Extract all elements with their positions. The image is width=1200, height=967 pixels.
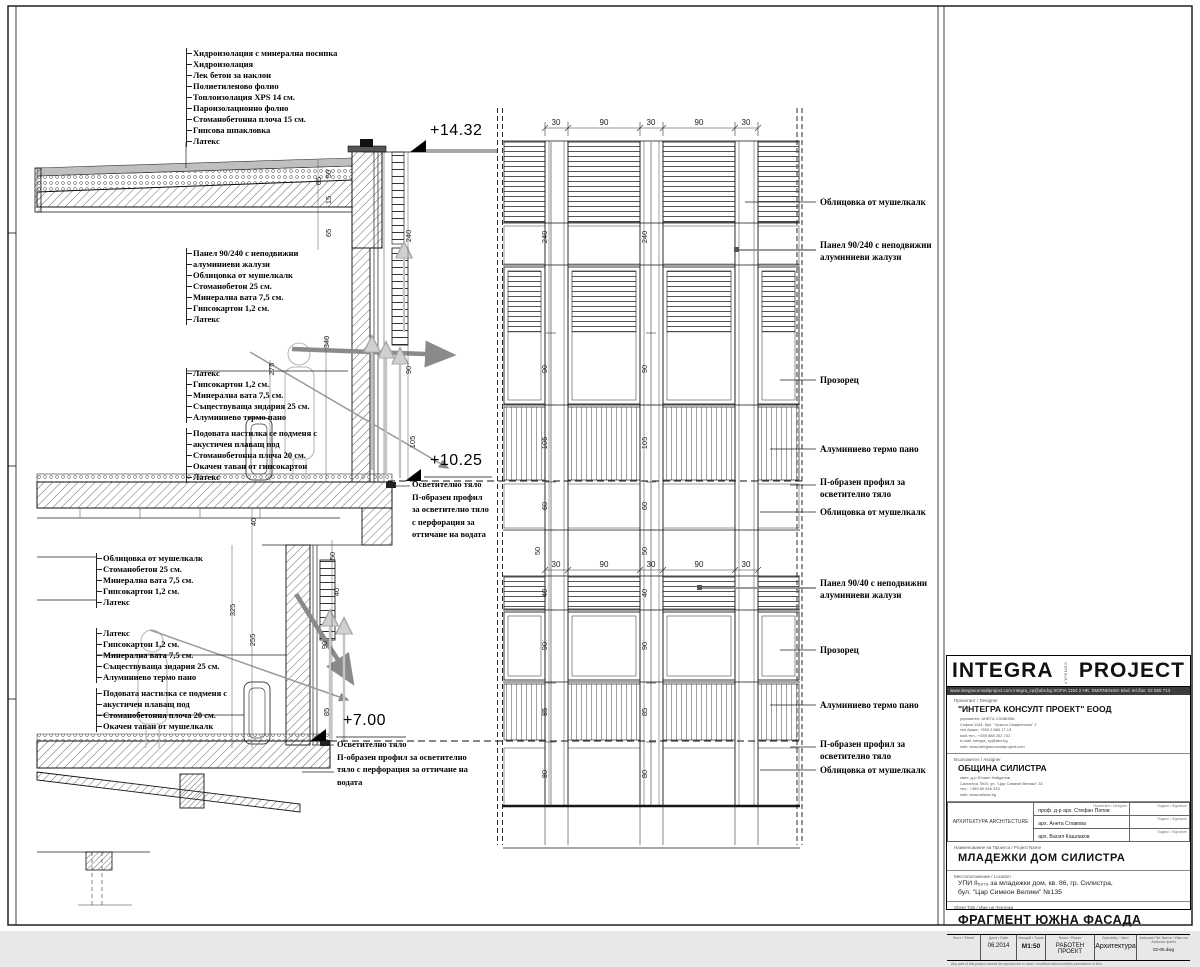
logo-consult: CONSULT	[1063, 662, 1069, 685]
facade-windows-upper	[504, 267, 799, 404]
annotation-line: Стоманобетонна плоча 20 см.	[193, 450, 317, 461]
team-member-cell	[1034, 803, 1130, 816]
label-profile-2	[820, 738, 905, 762]
dimv-90b-r: 90	[640, 641, 649, 651]
annotation-line: акустичен плаващ под	[103, 699, 227, 710]
company-logo	[947, 656, 1190, 687]
annotation-line: Латекс	[193, 368, 310, 379]
label-profile-1	[820, 476, 905, 500]
dimv-80-r: 80	[640, 769, 649, 779]
annotation-line: Латекс	[103, 597, 203, 608]
disclaimer: Any part of this project cannot be reproduced or used / modified without written permission of firm	[947, 960, 1190, 967]
dim-h2-30b: 30	[646, 560, 656, 569]
dimv-60-l: 60	[540, 501, 549, 511]
dim-255: 255	[248, 633, 257, 647]
assigner-detail: тел.: +359 86 816 333	[960, 786, 1000, 791]
label-line: алуминиеви жалузи	[820, 252, 902, 262]
location-label: Местоположение / Location	[954, 874, 1011, 879]
facade-dim-row-top-labels	[552, 118, 751, 127]
project-name-section	[947, 842, 1190, 871]
annotation-line: Латекс	[193, 314, 298, 325]
annotation-line: Стоманобетон 25 см.	[103, 564, 203, 575]
designer-detail: управител: АНЕТА СЛАВОВА	[960, 716, 1015, 721]
dimv-240-l: 240	[540, 230, 549, 244]
annotation-line: Полиетиленово фолио	[193, 81, 337, 92]
title-block	[946, 655, 1191, 966]
annotation-line: оттичане на водата	[412, 529, 486, 539]
team-table	[947, 802, 1190, 842]
section-parapet	[348, 139, 386, 248]
annotation-line: Минерална вата 7,5 см.	[103, 650, 220, 661]
dim-15: 15	[324, 195, 333, 205]
label-window-2: Прозорец	[820, 645, 859, 655]
label-panel-90-40	[820, 577, 927, 601]
annotation-line: Алуминиево термо пано	[103, 672, 220, 683]
elevation-label-top: +14.32	[430, 122, 483, 139]
signature-label: Подпис / Signature	[1157, 804, 1187, 808]
dimv-90b-l: 90	[540, 641, 549, 651]
annotation-line: Латекс	[193, 136, 337, 147]
section-roof	[35, 158, 352, 212]
title-block-footer	[947, 934, 1190, 960]
annotation-light-lower	[337, 738, 468, 788]
dimv-90-r: 90	[640, 364, 649, 374]
dimv-80-l: 80	[540, 769, 549, 779]
facade-louver-band-upper	[504, 142, 799, 222]
label-panel-90-240	[820, 239, 932, 263]
annotation-line: Латекс	[193, 472, 317, 483]
annotation-line: Алуминиево термо пано	[193, 412, 310, 423]
sheet-title-section	[947, 902, 1190, 934]
annotation-line: алуминиеви жалузи	[193, 259, 298, 270]
location-line-2: бул. "Цар Симеон Велики" №135	[958, 888, 1062, 896]
assigner-section	[947, 754, 1190, 802]
date-label: Дата / Date	[988, 936, 1009, 940]
annotation-floor-upper	[186, 428, 317, 483]
dim-h2-90a: 90	[599, 560, 609, 569]
annotation-line: Осветително тяло	[337, 739, 407, 749]
designer-detail: e-mail: integra_cp@abv.bg	[960, 738, 1008, 743]
dim-40: 40	[249, 517, 258, 527]
dim-340: 340	[322, 335, 331, 349]
project-label: Наименование на Проекта / Project Name	[954, 845, 1041, 850]
annotation-line: Гипсокартон 1,2 см.	[193, 303, 298, 314]
dim-105: 105	[408, 435, 417, 449]
annotation-line: Стоманобетонна плоча 20 см.	[103, 710, 227, 721]
label-cladding-3: Облицовка от мушелкалк	[820, 765, 926, 775]
dim-h-30a: 30	[551, 118, 561, 127]
footer-specialty-cell	[1095, 935, 1137, 960]
label-line: П-образен профил за	[820, 477, 906, 487]
dimv-240-r: 240	[640, 230, 649, 244]
specialty-value: Архитектура	[1095, 943, 1136, 950]
assigner-label: Възложител / Assigner	[954, 757, 1001, 762]
label-cladding-1: Облицовка от мушелкалк	[820, 197, 926, 207]
annotation-line: водата	[337, 776, 363, 787]
specialty-label: Specialty / Част	[1102, 936, 1129, 940]
dim-275: 275	[267, 362, 276, 376]
location-section	[947, 871, 1190, 902]
label-line: П-образен профил за	[820, 739, 906, 749]
dim-50: 50	[324, 169, 333, 179]
phase-label: Фаза / Phase	[1058, 936, 1082, 940]
scale-value: М1:50	[1021, 943, 1041, 950]
scale-label: Мащаб / Scale	[1018, 936, 1044, 940]
dimv-50-r: 50	[640, 546, 649, 556]
annotation-line: Стоманобетонна плоча 15 см.	[193, 114, 337, 125]
dim-h2-30c: 30	[741, 560, 751, 569]
annotation-line: Съществуваща зидария 25 см.	[103, 661, 220, 671]
dim-h-90b: 90	[694, 118, 704, 127]
assigner-detail: кмет: д-р Юлиян Найденов	[960, 775, 1011, 780]
section-bottom-slab	[37, 734, 330, 905]
designer-label: Проектант / Designer	[954, 698, 998, 703]
annotation-wall-upper	[186, 368, 310, 423]
dim-h-90a: 90	[599, 118, 609, 127]
annotation-line: П-образен профил	[412, 491, 483, 502]
label-cladding-2: Облицовка от мушелкалк	[820, 507, 926, 517]
dimv-40-l: 40	[540, 588, 549, 598]
annotation-panel-90-240	[186, 248, 298, 325]
dimv-105-l: 105	[540, 436, 549, 450]
annotation-line: Пароизолационно фолио	[193, 103, 337, 114]
dim-65: 65	[314, 176, 323, 186]
annotation-wall-lower	[96, 628, 220, 683]
annotation-line: Окачен таван от мушелкалк	[103, 721, 227, 732]
label-thermo-panel-2: Алуминиево термо пано	[820, 700, 919, 710]
annotation-line: Гипсова шпакловка	[193, 125, 337, 136]
logo-project: PROJECT	[1078, 659, 1185, 682]
annotation-line: Лек бетон за наклон	[193, 70, 337, 81]
elevation-label-mid: +10.25	[430, 452, 483, 469]
annotation-light-upper	[412, 478, 489, 541]
annotation-line: Подовата настилка се подменя с	[103, 688, 228, 698]
annotation-line: за осветително тяло	[412, 504, 489, 514]
annotation-line: Стоманобетон 25 см.	[193, 281, 298, 292]
dimv-50-l: 50	[533, 546, 542, 556]
label-thermo-panel-1: Алуминиево термо пано	[820, 444, 919, 454]
file-value: 02-05.dwg	[1152, 947, 1174, 952]
annotation-line: Гипсокартон 1,2 см.	[103, 586, 203, 597]
annotation-line: Топлоизолация XPS 14 см.	[193, 92, 337, 103]
dim-h2-30a: 30	[551, 560, 561, 569]
label-line: осветително тяло	[820, 489, 892, 499]
signature-label: Подпис / Signature	[1157, 830, 1187, 834]
team-member-name: проф. д-р арх. Стефан Попов	[1038, 807, 1110, 814]
phase-value: РАБОТЕН ПРОЕКТ	[1055, 943, 1085, 955]
annotation-line: с перфорация за	[412, 516, 475, 527]
annotation-clad-lower	[96, 553, 203, 608]
annotation-line: акустичен плаващ под	[193, 439, 317, 450]
annotation-line: Латекс	[103, 628, 220, 639]
dim-h-30b: 30	[646, 118, 656, 127]
footer-sheet-cell	[947, 935, 981, 960]
annotation-line: Осветително тяло	[412, 479, 482, 489]
team-member-cell	[1034, 829, 1130, 842]
sheet-title: ФРАГМЕНТ ЮЖНА ФАСАДА	[958, 913, 1142, 927]
footer-phase-cell	[1046, 935, 1095, 960]
annotation-line: Хидроизолация с минерална посипка	[193, 48, 338, 58]
label-line: Панел 90/40 с неподвижни	[820, 578, 928, 588]
annotation-line: тяло с перфорация за оттичане на	[337, 764, 468, 774]
project-name: МЛАДЕЖКИ ДОМ СИЛИСТРА	[958, 852, 1126, 864]
dimv-90-l: 90	[540, 364, 549, 374]
dim-85: 85	[322, 707, 331, 717]
signature-cell	[1130, 803, 1190, 816]
footer-date-cell	[981, 935, 1017, 960]
designer-detail: моб.тел.: +359 888 202 742	[960, 732, 1011, 738]
annotation-roof-layers	[186, 48, 337, 147]
annotation-line: П-образен профил за осветително	[337, 751, 467, 762]
company-contact-strip: www.integraconsultproject.com integra_cp@abv.bg SOFIA 1164 2 HR. SMIRNENSKI Blvd. tel./fax: 02 865 713	[947, 687, 1190, 695]
dim-240: 240	[404, 229, 413, 243]
annotation-line: Облицовка от мушелкалк	[193, 270, 298, 281]
dim-h-30c: 30	[741, 118, 751, 127]
team-header: Проектант / Designer	[1093, 804, 1128, 808]
assigner-name: ОБЩИНА СИЛИСТРА	[958, 763, 1047, 773]
sheet-title-label: Sheet Title / Име на Чертежа	[954, 905, 1014, 910]
team-member-cell	[1034, 816, 1130, 829]
signature-cell	[1130, 816, 1190, 829]
team-member-name: арх. Анета Славова	[1038, 820, 1086, 827]
dimv-85-l: 85	[540, 707, 549, 717]
logo-integra: INTEGRA	[952, 659, 1054, 682]
date-value: 06.2014	[987, 943, 1010, 949]
annotation-line: Съществуваща зидария 25 см.	[193, 401, 310, 411]
annotation-line: Окачен таван от гипсокартон	[193, 461, 317, 472]
dim-65b: 65	[324, 228, 333, 238]
signature-cell	[1130, 829, 1190, 842]
annotation-line: Минерална вата 7,5 см.	[193, 390, 310, 401]
dim-90b: 90	[320, 640, 329, 650]
label-line: алуминиеви жалузи	[820, 590, 902, 600]
annotation-line: Минерална вата 7,5 см.	[103, 575, 203, 586]
annotation-line: Панел 90/240 с неподвижни	[193, 248, 299, 258]
designer-detail: тел./факс: +359 2 866 17 13	[960, 727, 1012, 732]
dimv-105-r: 105	[640, 436, 649, 450]
annotation-line: Минерална вата 7,5 см.	[193, 292, 298, 303]
footer-scale-cell	[1017, 935, 1046, 960]
dimv-60-r: 60	[640, 501, 649, 511]
dim-40b: 40	[332, 587, 341, 597]
annotation-line: Хидроизолация	[193, 59, 337, 70]
dim-90: 90	[404, 365, 413, 375]
dim-50b: 50	[328, 551, 337, 561]
assigner-detail: web: www.silistra.bg	[960, 791, 997, 797]
dimv-85-r: 85	[640, 707, 649, 717]
dim-325: 325	[228, 603, 237, 617]
discipline-cell: АРХИТЕКТУРА ARCHITECTURE	[948, 803, 1034, 842]
location-line-1: УПИ II₅₀₇₃ за младежки дом, кв. 86, гр. Силистра,	[958, 880, 1113, 887]
assigner-detail: Силистра 7500, ул. "Цар Симеон Велики" 33	[960, 780, 1043, 786]
annotation-line: Облицовка от мушелкалк	[103, 553, 203, 563]
annotation-line: Гипсокартон 1,2 см.	[193, 379, 310, 390]
designer-detail: София 1164, бул. "Христо Смирненски" 2	[960, 721, 1037, 727]
dim-h2-90b: 90	[694, 560, 704, 569]
annotation-line: Гипсокартон 1,2 см.	[103, 639, 220, 650]
designer-name: "ИНТЕГРА КОНСУЛТ ПРОЕКТ" ЕООД	[958, 704, 1112, 714]
signature-label: Подпис / Signature	[1157, 817, 1187, 821]
annotation-floor-lower	[96, 688, 227, 732]
dimv-40-r: 40	[640, 588, 649, 598]
label-window-1: Прозорец	[820, 375, 859, 385]
file-label: Autocad File Name / Име на Autocad файл	[1139, 936, 1188, 944]
label-line: осветително тяло	[820, 751, 892, 761]
team-member-name: арх. Васил Кашлаков	[1038, 833, 1090, 840]
annotation-line: Подовата настилка се подменя с	[193, 428, 318, 438]
section-mid-slab	[37, 474, 392, 545]
designer-section	[947, 695, 1190, 754]
designer-detail: web: www.integraconsultproject.com	[960, 743, 1025, 749]
label-line: Панел 90/240 с неподвижни	[820, 240, 932, 250]
footer-file-cell	[1137, 935, 1190, 960]
sheet-number-label: Лист / Sheet	[952, 936, 975, 940]
elevation-label-low: +7.00	[343, 712, 386, 729]
